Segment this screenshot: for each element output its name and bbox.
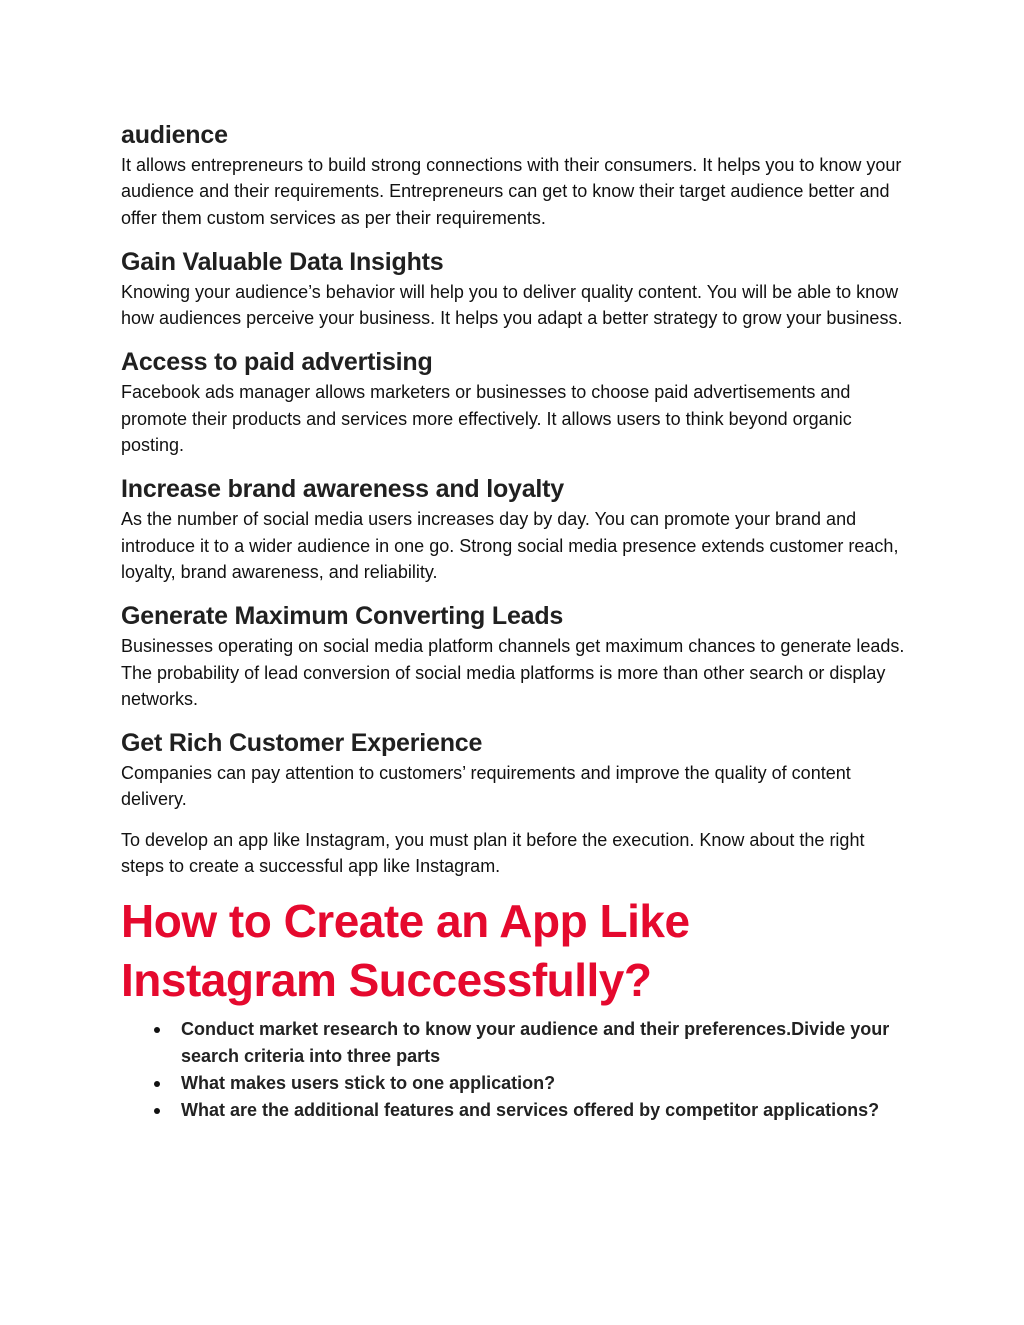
section-title: Gain Valuable Data Insights	[121, 247, 444, 276]
section-body: Knowing your audience’s behavior will help you to deliver quality content. You will be able to know how audiences perceive your business. It helps you adapt a better strategy to grow your business.	[121, 281, 903, 329]
intro-paragraph: To develop an app like Instagram, you must plan it before the execution. Know about the right steps to create a successful app like Instagram.	[121, 829, 865, 877]
section-title: Get Rich Customer Experience	[121, 729, 483, 758]
section-body: Facebook ads manager allows marketers or businesses to choose paid advertisements and promote their products and services more effectively. It allows users to think beyond organic posting.	[121, 382, 852, 456]
list-item	[181, 1097, 911, 1123]
section-converting-leads	[121, 599, 911, 712]
list-item	[181, 1016, 911, 1069]
section-title: audience	[121, 121, 228, 149]
document-page	[121, 118, 911, 1125]
list-item-text: Conduct market research to know your audience and their preferences.Divide your search criteria into three parts	[181, 1019, 890, 1066]
list-item-text: What makes users stick to one application?	[181, 1072, 556, 1093]
list-item-text: What are the additional features and services offered by competitor applications?	[181, 1100, 880, 1121]
section-paid-advertising	[121, 345, 911, 458]
bullet-list	[121, 1016, 911, 1123]
section-body: As the number of social media users increases day by day. You can promote your brand and introduce it to a wider audience in one go. Strong social media presence extends customer reach, loyalty, brand awareness, and reliability.	[121, 509, 899, 582]
section-data-insights	[121, 245, 911, 332]
section-title: Increase brand awareness and loyalty	[121, 475, 565, 504]
section-audience	[121, 118, 911, 231]
bullet-icon	[154, 1027, 160, 1033]
bullet-icon	[154, 1081, 160, 1087]
main-heading: How to Create an App Like Instagram Successfully?	[121, 895, 690, 1007]
list-item	[181, 1070, 911, 1096]
section-body: It allows entrepreneurs to build strong connections with their consumers. It helps you to know your audience and their requirements. Entrepreneurs can get to know their target audience better and offer them custom services as per their requirements.	[121, 155, 902, 228]
bullet-icon	[154, 1108, 160, 1114]
section-body: Businesses operating on social media platform channels get maximum chances to generate leads. The probability of lead conversion of social media platforms is more than other search or display networks.	[121, 636, 905, 709]
section-title: Generate Maximum Converting Leads	[121, 602, 564, 631]
section-customer-experience	[121, 726, 911, 813]
section-body: Companies can pay attention to customers’ requirements and improve the quality of content delivery.	[121, 763, 851, 810]
section-brand-awareness	[121, 472, 911, 585]
section-title: Access to paid advertising	[121, 348, 433, 377]
